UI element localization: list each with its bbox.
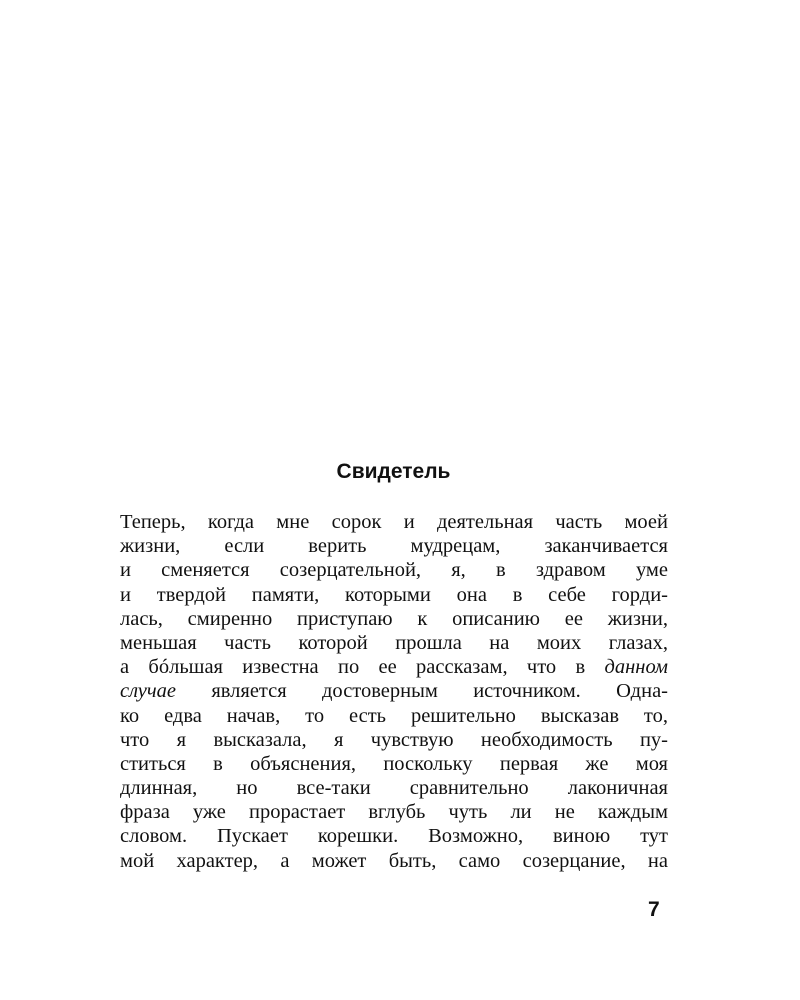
text-line-1: Теперь, когда мне сорок и деятельная часть моей: [120, 511, 668, 533]
body-paragraph: [120, 510, 668, 873]
text-line-14: словом. Пускает корешки. Возможно, виною тут: [120, 825, 668, 848]
text-line-10: что я высказала, я чувствую необходимость пу-: [120, 728, 668, 751]
text-line-3: и сменяется созерцательной, я, в здравом уме: [120, 559, 668, 582]
italic-phrase-end: случае: [120, 680, 176, 703]
text-line-7-start: а бóльшая известна по ее рассказам, что в: [120, 656, 605, 679]
text-line-12: длинная, но все-таки сравнительно лаконичная: [120, 777, 668, 800]
text-line-6: меньшая часть которой прошла на моих глазах,: [120, 631, 668, 654]
text-line-4: и твердой памяти, которыми она в себе горди-: [120, 583, 668, 606]
text-line-5: лась, смиренно приступаю к описанию ее жизни,: [120, 607, 668, 630]
text-line-7: [120, 655, 668, 679]
chapter-title: Свидетель: [336, 460, 451, 483]
page-number: 7: [648, 898, 660, 921]
text-line-13: фраза уже прорастает вглубь чуть ли не каждым: [120, 801, 668, 824]
text-line-11: ститься в объяснения, поскольку первая же моя: [120, 752, 668, 775]
text-line-15: мой характер, а может быть, само созерцание, на: [120, 849, 668, 872]
text-line-2: жизни, если верить мудрецам, заканчивается: [120, 535, 668, 558]
text-line-8-rest: является достоверным источником. Одна-: [176, 680, 668, 703]
text-line-8: [120, 679, 668, 703]
text-line-9: ко едва начав, то есть решительно высказав то,: [120, 704, 668, 727]
italic-phrase-start: данном: [604, 656, 668, 679]
